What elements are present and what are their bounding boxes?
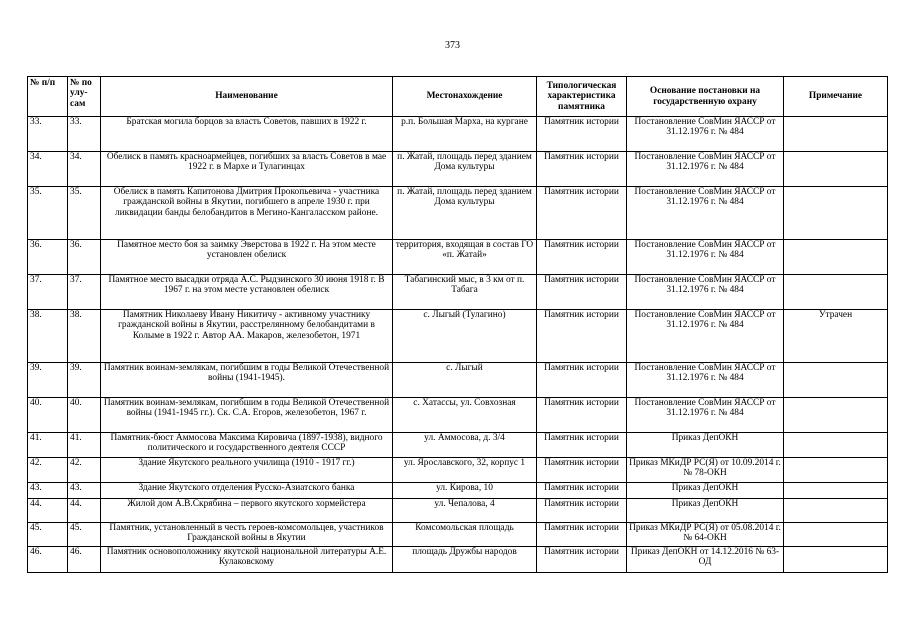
- cell-location: Табагинский мыс, в 3 км от п. Табага: [393, 275, 537, 310]
- cell-ulus-number: 42.: [68, 458, 101, 483]
- cell-ulus-number: 38.: [68, 310, 101, 363]
- cell-basis: Постановление СовМин ЯАССР от 31.12.1976 г. № 484: [627, 117, 784, 152]
- cell-note: [784, 433, 888, 458]
- cell-ulus-number: 41.: [68, 433, 101, 458]
- table-row: [28, 363, 888, 398]
- cell-number: 38.: [28, 310, 68, 363]
- cell-location: ул. Ярославского, 32, корпус 1: [393, 458, 537, 483]
- table-row: [28, 433, 888, 458]
- col-header-basis: Основание постановки на государственную охрану: [627, 77, 784, 117]
- cell-basis: Приказ МКиДР РС(Я) от 05.08.2014 г. № 64-ОКН: [627, 523, 784, 547]
- table-row: [28, 499, 888, 523]
- cell-name: Здание Якутского реального училища (1910 - 1917 гг.): [101, 458, 393, 483]
- cell-type: Памятник истории: [537, 363, 627, 398]
- cell-type: Памятник истории: [537, 433, 627, 458]
- table-row: [28, 483, 888, 499]
- cell-ulus-number: 37.: [68, 275, 101, 310]
- cell-ulus-number: 33.: [68, 117, 101, 152]
- cell-location: ул. Чепалова, 4: [393, 499, 537, 523]
- cell-name: Памятное место высадки отряда А.С. Рыдзинского 30 июня 1918 г. В 1967 г. на этом месте установлен обелиск: [101, 275, 393, 310]
- col-header-ulus-number: № по улу-сам: [68, 77, 101, 117]
- cell-name: Памятник-бюст Аммосова Максима Кировича (1897-1938), видного политического и государственного деятеля СССР: [101, 433, 393, 458]
- cell-type: Памятник истории: [537, 240, 627, 275]
- cell-basis: Приказ ДепОКН: [627, 499, 784, 523]
- cell-location: с. Лыгый: [393, 363, 537, 398]
- cell-note: [784, 523, 888, 547]
- cell-ulus-number: 45.: [68, 523, 101, 547]
- cell-name: Братская могила борцов за власть Советов, павших в 1922 г.: [101, 117, 393, 152]
- cell-number: 46.: [28, 547, 68, 573]
- cell-name: Памятник воинам-землякам, погибшим в годы Великой Отечественной войны (1941-1945).: [101, 363, 393, 398]
- cell-name: Обелиск в память красноармейцев, погибших за власть Советов в мае 1922 г. в Мархе и Тулагинцах: [101, 152, 393, 187]
- cell-type: Памятник истории: [537, 398, 627, 433]
- table-row: [28, 152, 888, 187]
- cell-location: территория, входящая в состав ГО «п. Жатай»: [393, 240, 537, 275]
- table-row: [28, 275, 888, 310]
- cell-type: Памятник истории: [537, 499, 627, 523]
- cell-number: 35.: [28, 187, 68, 240]
- cell-number: 39.: [28, 363, 68, 398]
- cell-number: 33.: [28, 117, 68, 152]
- cell-type: Памятник истории: [537, 187, 627, 240]
- cell-basis: Постановление СовМин ЯАССР от 31.12.1976 г. № 484: [627, 310, 784, 363]
- cell-type: Памятник истории: [537, 117, 627, 152]
- cell-ulus-number: 34.: [68, 152, 101, 187]
- table-body: [28, 117, 888, 573]
- cell-type: Памятник истории: [537, 310, 627, 363]
- cell-name: Памятник основоположнику якутской национальной литературы А.Е. Кулаковскому: [101, 547, 393, 573]
- cell-basis: Постановление СовМин ЯАССР от 31.12.1976 г. № 484: [627, 398, 784, 433]
- cell-note: Утрачен: [784, 310, 888, 363]
- cell-location: Комсомольская площадь: [393, 523, 537, 547]
- cell-note: [784, 547, 888, 573]
- cell-basis: Приказ ДепОКН от 14.12.2016 № 63-ОД: [627, 547, 784, 573]
- cell-location: ул. Кирова, 10: [393, 483, 537, 499]
- cell-name: Жилой дом А.В.Скрябина – первого якутского хормейстера: [101, 499, 393, 523]
- table-row: [28, 458, 888, 483]
- table-row: [28, 310, 888, 363]
- cell-type: Памятник истории: [537, 547, 627, 573]
- cell-note: [784, 275, 888, 310]
- cell-number: 45.: [28, 523, 68, 547]
- cell-ulus-number: 35.: [68, 187, 101, 240]
- table-row: [28, 187, 888, 240]
- cell-basis: Постановление СовМин ЯАССР от 31.12.1976 г. № 484: [627, 187, 784, 240]
- table-header-row: [28, 77, 888, 117]
- col-header-note: Примечание: [784, 77, 888, 117]
- cell-location: ул. Аммосова, д. 3/4: [393, 433, 537, 458]
- cell-number: 41.: [28, 433, 68, 458]
- cell-number: 43.: [28, 483, 68, 499]
- cell-note: [784, 117, 888, 152]
- col-header-location: Местонахождение: [393, 77, 537, 117]
- cell-ulus-number: 40.: [68, 398, 101, 433]
- cell-name: Памятник, установленный в честь героев-комсомольцев, участников Гражданской войны в Якутии: [101, 523, 393, 547]
- cell-type: Памятник истории: [537, 523, 627, 547]
- cell-name: Здание Якутского отделения Русско-Азиатского банка: [101, 483, 393, 499]
- cell-location: р.п. Большая Марха, на кургане: [393, 117, 537, 152]
- cell-type: Памятник истории: [537, 152, 627, 187]
- heritage-table: [27, 76, 888, 573]
- table-row: [28, 117, 888, 152]
- cell-number: 40.: [28, 398, 68, 433]
- cell-basis: Постановление СовМин ЯАССР от 31.12.1976 г. № 484: [627, 363, 784, 398]
- cell-ulus-number: 44.: [68, 499, 101, 523]
- cell-ulus-number: 43.: [68, 483, 101, 499]
- cell-basis: Постановление СовМин ЯАССР от 31.12.1976 г. № 484: [627, 240, 784, 275]
- col-header-type: Типологическая характеристика памятника: [537, 77, 627, 117]
- cell-type: Памятник истории: [537, 458, 627, 483]
- cell-number: 34.: [28, 152, 68, 187]
- cell-location: с. Хатассы, ул. Совхозная: [393, 398, 537, 433]
- cell-ulus-number: 46.: [68, 547, 101, 573]
- cell-ulus-number: 39.: [68, 363, 101, 398]
- cell-number: 42.: [28, 458, 68, 483]
- cell-location: п. Жатай, площадь перед зданием Дома культуры: [393, 152, 537, 187]
- cell-note: [784, 483, 888, 499]
- cell-note: [784, 187, 888, 240]
- cell-location: п. Жатай, площадь перед зданием Дома культуры: [393, 187, 537, 240]
- cell-note: [784, 152, 888, 187]
- cell-name: Памятник Николаеву Ивану Никитичу - активному участнику гражданской войны в Якутии, расстрелянному белобандитами в Колыме в 1922 г. Автор АА. Макаров, железобетон, 1971: [101, 310, 393, 363]
- cell-basis: Приказ МКиДР РС(Я) от 10.09.2014 г. № 78-ОКН: [627, 458, 784, 483]
- col-header-number: № п/п: [28, 77, 68, 117]
- cell-basis: Приказ ДепОКН: [627, 483, 784, 499]
- cell-note: [784, 458, 888, 483]
- table-row: [28, 398, 888, 433]
- table-row: [28, 547, 888, 573]
- cell-name: Памятник воинам-землякам, погибшим в годы Великой Отечественной войны (1941-1945 гг.). Ск. С.А. Егоров, железобетон, 1967 г.: [101, 398, 393, 433]
- table-row: [28, 240, 888, 275]
- table-row: [28, 523, 888, 547]
- cell-location: с. Лыгый (Тулагино): [393, 310, 537, 363]
- cell-basis: Приказ ДепОКН: [627, 433, 784, 458]
- cell-note: [784, 499, 888, 523]
- cell-name: Обелиск в память Капитонова Дмитрия Прокопьевича - участника гражданской войны в Якутии, погибшего в апреле 1930 г. при ликвидации банды белобандитов в Мегино-Кангаласском районе.: [101, 187, 393, 240]
- cell-note: [784, 398, 888, 433]
- cell-basis: Постановление СовМин ЯАССР от 31.12.1976 г. № 484: [627, 152, 784, 187]
- cell-number: 44.: [28, 499, 68, 523]
- page-number: 373: [445, 40, 460, 51]
- cell-location: площадь Дружбы народов: [393, 547, 537, 573]
- cell-ulus-number: 36.: [68, 240, 101, 275]
- cell-basis: Постановление СовМин ЯАССР от 31.12.1976 г. № 484: [627, 275, 784, 310]
- cell-name: Памятное место боя за заимку Эверстова в 1922 г. На этом месте установлен обелиск: [101, 240, 393, 275]
- cell-number: 36.: [28, 240, 68, 275]
- cell-note: [784, 363, 888, 398]
- cell-type: Памятник истории: [537, 275, 627, 310]
- cell-note: [784, 240, 888, 275]
- cell-number: 37.: [28, 275, 68, 310]
- cell-type: Памятник истории: [537, 483, 627, 499]
- col-header-name: Наименование: [101, 77, 393, 117]
